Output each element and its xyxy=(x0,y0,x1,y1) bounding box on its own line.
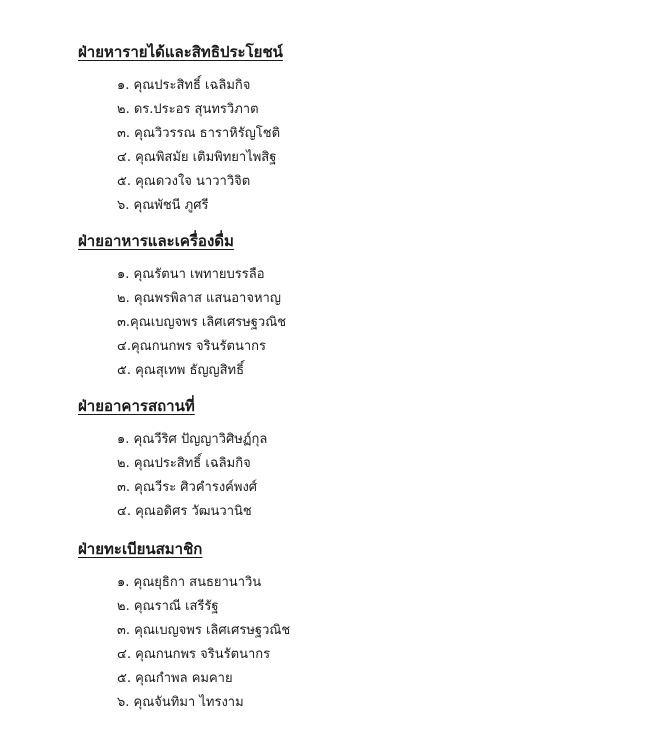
list-item: ๓. คุณวีระ ศิวคำรงค์พงศ์ xyxy=(117,480,258,495)
list-item: ๔. คุณกนกพร จรินรัตนากร xyxy=(117,647,271,662)
section-heading: ฝ่ายอาหารและเครื่องดื่ม xyxy=(78,232,234,250)
list-item: ๖. คุณพัชนี ภูศรี xyxy=(117,198,209,213)
section-heading: ฝ่ายอาคารสถานที่ xyxy=(78,397,195,415)
list-item: ๕. คุณดวงใจ นาวาวิจิต xyxy=(117,174,251,189)
list-item: ๔. คุณอดิศร วัฒนวานิช xyxy=(117,504,252,519)
list-item: ๑. คุณรัตนา เพทายบรรลือ xyxy=(117,267,265,282)
list-item: ๑. คุณยุธิกา สนธยานาวิน xyxy=(117,575,262,590)
list-item: ๒. คุณประสิทธิ์ เฉลิมกิจ xyxy=(117,456,251,471)
list-item: ๕. คุณสุเทพ ธัญญสิทธิ์ xyxy=(117,363,245,378)
member-list xyxy=(117,266,286,386)
list-item: ๓. คุณเบญจพร เลิศเศรษฐวณิช xyxy=(117,623,291,638)
list-item: ๕. คุณกำพล คมคาย xyxy=(117,671,233,686)
list-item: ๓.คุณเบญจพร เลิศเศรษฐวณิช xyxy=(117,315,287,330)
list-item: ๒. คุณราณี เสรีรัฐ xyxy=(117,599,219,614)
member-list xyxy=(117,77,280,221)
list-item: ๔.คุณกนกพร จรินรัตนากร xyxy=(117,339,266,354)
member-list xyxy=(117,431,267,527)
list-item: ๑. คุณวีริศ ปัญญาวิศิษฏ์กุล xyxy=(117,432,268,447)
section-heading: ฝ่ายทะเบียนสมาชิก xyxy=(78,540,203,558)
list-item: ๖. คุณจันทิมา ไทรงาม xyxy=(117,695,244,710)
list-item: ๓. คุณวิวรรณ ธาราหิรัญโชติ xyxy=(117,126,281,141)
list-item: ๒. ดร.ประอร สุนทรวิภาต xyxy=(117,102,259,117)
member-list xyxy=(117,574,290,718)
list-item: ๔. คุณพิสมัย เติมพิทยาไพสิฐ xyxy=(117,150,277,165)
section-heading: ฝ่ายหารายได้และสิทธิประโยชน์ xyxy=(78,43,283,61)
list-item: ๒. คุณพรพิลาส แสนอาจหาญ xyxy=(117,291,281,306)
list-item: ๑. คุณประสิทธิ์ เฉลิมกิจ xyxy=(117,78,251,93)
